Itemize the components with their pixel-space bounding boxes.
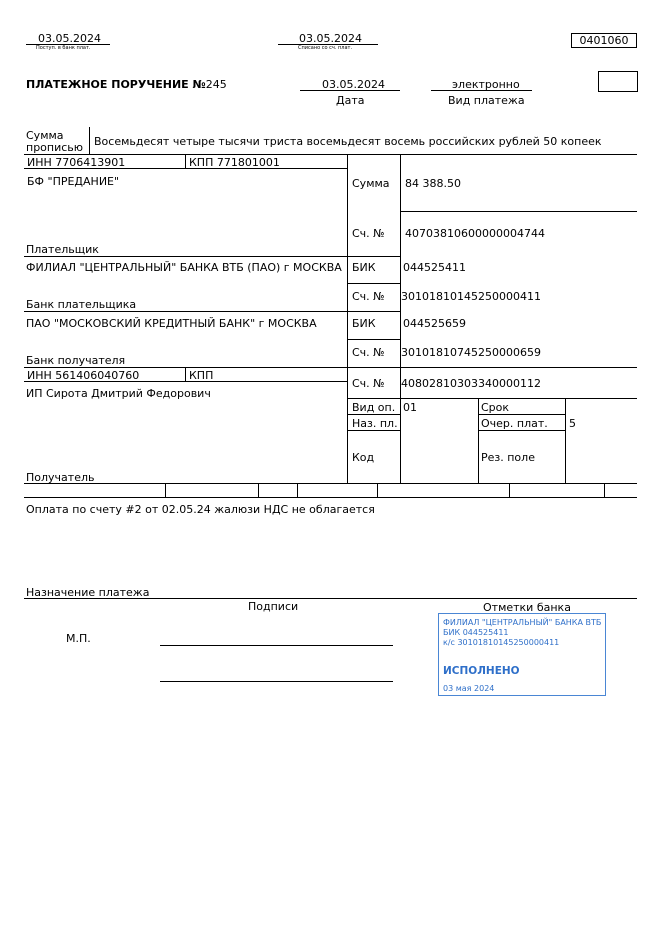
grid-line-283: [347, 283, 400, 284]
ocher-label: Очер. плат.: [481, 417, 548, 430]
grid-line-339: [347, 339, 400, 340]
grid-vline-185a: [185, 154, 186, 168]
payment-type-line: [431, 90, 532, 91]
tax-vline-6: [604, 483, 605, 497]
received-caption: Поступ. в банк плат.: [36, 45, 91, 51]
payee-bank-bik: 044525659: [403, 317, 466, 330]
payee-kpp: КПП: [189, 369, 214, 382]
order-date: 03.05.2024: [322, 78, 385, 91]
payer-account-label: Сч. №: [352, 227, 385, 240]
empty-code-box: [598, 71, 638, 92]
grid-vline-400: [400, 154, 401, 483]
grid-vline-565: [565, 398, 566, 483]
payer-caption: Плательщик: [26, 243, 99, 256]
purpose-line: [24, 598, 637, 599]
payer-inn: ИНН 7706413901: [27, 156, 126, 169]
grid-line-430: [347, 430, 400, 431]
ocher-value: 5: [569, 417, 576, 430]
form-code-box: 0401060: [571, 33, 637, 48]
payee-caption: Получатель: [26, 471, 95, 484]
payer-bank-acc: 30101810145250000411: [401, 290, 541, 303]
tax-vline-4: [377, 483, 378, 497]
payee-bank-name: ПАО "МОСКОВСКИЙ КРЕДИТНЫЙ БАНК" г МОСКВА: [26, 317, 317, 330]
grid-line-414b: [478, 414, 565, 415]
stamp-line-2: БИК 044525411: [443, 628, 509, 637]
grid-vline-347: [347, 154, 348, 483]
grid-line-311: [24, 311, 400, 312]
mp-label: М.П.: [66, 632, 91, 645]
grid-line-398: [347, 398, 637, 399]
bank-stamp: [438, 613, 606, 696]
stamp-date: 03 мая 2024: [443, 684, 495, 693]
payment-type-caption: Вид платежа: [448, 94, 525, 107]
vid-op-value: 01: [403, 401, 417, 414]
srok-label: Срок: [481, 401, 510, 414]
order-date-caption: Дата: [336, 94, 365, 107]
payee-acc: 40802810303340000112: [401, 377, 541, 390]
bank-marks-label: Отметки банка: [483, 601, 571, 614]
grid-line-154: [24, 154, 637, 155]
payer-bank-bik: 044525411: [403, 261, 466, 274]
payee-name: ИП Сирота Дмитрий Федорович: [26, 387, 211, 400]
payer-name: БФ "ПРЕДАНИЕ": [27, 175, 120, 188]
grid-line-414: [347, 414, 400, 415]
order-number: 245: [205, 78, 227, 91]
tax-vline-5: [509, 483, 510, 497]
stamp-status: ИСПОЛНЕНО: [443, 665, 520, 677]
debited-date: 03.05.2024: [299, 32, 362, 45]
payee-bank-bik-label: БИК: [352, 317, 376, 330]
payer-bank-acc-label: Сч. №: [352, 290, 385, 303]
payer-bank-bik-label: БИК: [352, 261, 376, 274]
payee-bank-acc-label: Сч. №: [352, 346, 385, 359]
sum-label: Сумма: [352, 177, 390, 190]
grid-line-430b: [478, 430, 565, 431]
tax-vline-1: [165, 483, 166, 497]
payee-acc-label: Сч. №: [352, 377, 385, 390]
tax-vline-3: [297, 483, 298, 497]
signatures-label: Подписи: [248, 600, 299, 613]
payee-bank-acc: 30101810745250000659: [401, 346, 541, 359]
grid-line-497: [24, 497, 637, 498]
grid-line-367: [24, 367, 637, 368]
grid-line-256: [24, 256, 400, 257]
grid-line-211: [400, 211, 637, 212]
tax-vline-2: [258, 483, 259, 497]
payer-kpp: КПП 771801001: [189, 156, 280, 169]
order-title-text: ПЛАТЕЖНОЕ ПОРУЧЕНИЕ №: [26, 78, 206, 91]
payee-inn: ИНН 561406040760: [27, 369, 140, 382]
payer-account-value: 40703810600000004744: [405, 227, 545, 240]
amount-words-divider: [89, 127, 90, 154]
stamp-line-3: к/с 30101810145250000411: [443, 638, 560, 647]
amount-words-label-2: прописью: [26, 141, 84, 154]
order-date-line: [300, 90, 400, 91]
naz-pl-label: Наз. пл.: [352, 417, 398, 430]
debited-caption: Списано со сч. плат.: [298, 45, 353, 51]
grid-vline-185b: [185, 367, 186, 381]
payer-bank-caption: Банк плательщика: [26, 298, 137, 311]
signature-line-2: [160, 681, 393, 682]
amount-words-label-1: Сумма: [26, 129, 64, 142]
amount-words-value: Восемьдесят четыре тысячи триста восемьдесят восемь российских рублей 50 копеек: [94, 135, 602, 148]
purpose-caption: Назначение платежа: [26, 586, 150, 599]
payee-bank-caption: Банк получателя: [26, 354, 126, 367]
signature-line-1: [160, 645, 393, 646]
stamp-line-1: ФИЛИАЛ "ЦЕНТРАЛЬНЫЙ" БАНКА ВТБ: [443, 618, 602, 627]
rez-label: Рез. поле: [481, 451, 535, 464]
grid-vline-478: [478, 398, 479, 483]
received-date: 03.05.2024: [38, 32, 101, 45]
purpose-text: Оплата по счету #2 от 02.05.24 жалюзи НДС не облагается: [26, 503, 375, 516]
order-title: [26, 78, 227, 91]
payer-bank-name: ФИЛИАЛ "ЦЕНТРАЛЬНЫЙ" БАНКА ВТБ (ПАО) г МОСКВА: [26, 261, 342, 274]
payment-type: электронно: [452, 78, 520, 91]
sum-value: 84 388.50: [405, 177, 461, 190]
vid-op-label: Вид оп.: [352, 401, 396, 414]
grid-line-483: [24, 483, 637, 484]
kod-label: Код: [352, 451, 375, 464]
